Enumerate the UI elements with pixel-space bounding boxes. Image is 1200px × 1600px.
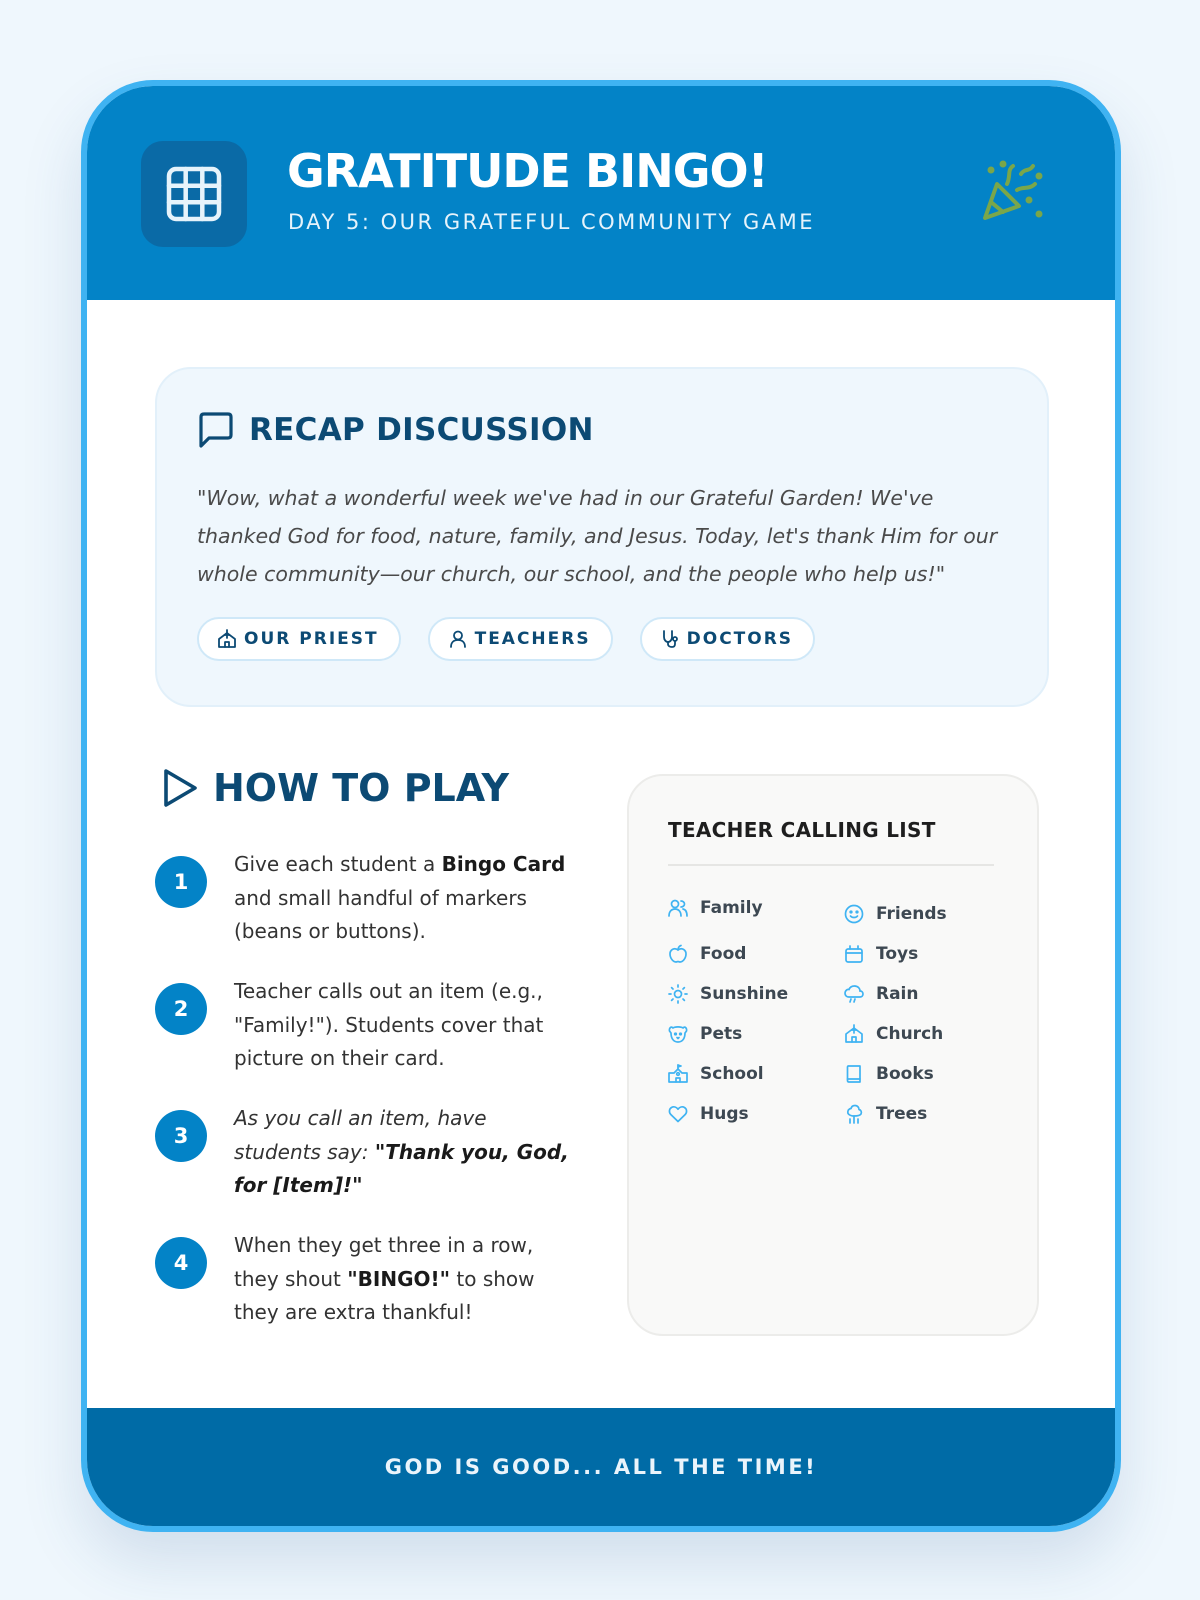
- calling-item-family: Family: [668, 898, 763, 918]
- calling-item-food: Food: [668, 944, 746, 964]
- step-text: When they get three in a row, they shout "BINGO!" to show they are extra thankful!: [234, 1233, 535, 1324]
- page-title: GRATITUDE BINGO!: [287, 144, 768, 198]
- grid-icon: [166, 166, 222, 222]
- step-text: Teacher calls out an item (e.g., "Family!"). Students cover that picture on their card.: [234, 979, 544, 1070]
- chip-teachers: [428, 617, 613, 661]
- how-to-play-heading: [161, 766, 509, 810]
- calling-item-books: Books: [844, 1064, 934, 1084]
- calling-item-school: School: [668, 1064, 764, 1084]
- calling-item-church: Church: [844, 1024, 943, 1044]
- calling-item-hugs: Hugs: [668, 1104, 749, 1124]
- recap-discussion-box: [155, 367, 1049, 707]
- user-icon: [448, 629, 468, 649]
- step-number: 3: [155, 1110, 207, 1162]
- calling-item-toys: Toys: [844, 944, 918, 964]
- recap-title: RECAP DISCUSSION: [249, 412, 594, 448]
- school-icon: [668, 1064, 688, 1084]
- step-3: [155, 1106, 585, 1237]
- church-icon: [217, 629, 237, 649]
- message-square-icon: [197, 411, 235, 449]
- page-subtitle: DAY 5: OUR GRATEFUL COMMUNITY GAME: [288, 210, 816, 234]
- book-icon: [844, 1064, 864, 1084]
- footer: [87, 1408, 1115, 1526]
- apple-icon: [668, 944, 688, 964]
- divider: [668, 864, 994, 866]
- step-4: [155, 1233, 585, 1364]
- calling-item-rain: Rain: [844, 984, 919, 1004]
- calling-item-friends: Friends: [844, 904, 947, 924]
- step-text: Give each student a Bingo Card and small handful of markers (beans or buttons).: [234, 852, 566, 943]
- step-1: [155, 852, 585, 983]
- header: [87, 86, 1115, 300]
- calling-item-trees: Trees: [844, 1104, 927, 1124]
- header-icon-box: [141, 141, 247, 247]
- chip-label: OUR PRIEST: [244, 629, 379, 649]
- stethoscope-icon: [660, 629, 680, 649]
- step-number: 2: [155, 983, 207, 1035]
- chip-doctors: [640, 617, 815, 661]
- party-popper-icon: [977, 156, 1047, 226]
- how-to-play-title: HOW TO PLAY: [213, 766, 510, 810]
- footer-text: GOD IS GOOD... ALL THE TIME!: [384, 1455, 818, 1479]
- heart-icon: [668, 1104, 688, 1124]
- steps-list: [155, 852, 585, 1364]
- play-icon: [161, 767, 199, 809]
- sun-icon: [668, 984, 688, 1004]
- calling-item-pets: Pets: [668, 1024, 742, 1044]
- step-2: [155, 979, 585, 1110]
- users-icon: [668, 898, 688, 918]
- step-number: 4: [155, 1237, 207, 1289]
- tree-icon: [844, 1104, 864, 1124]
- smile-icon: [844, 904, 864, 924]
- step-text: As you call an item, have students say: "Thank you, God, for [Item]!": [234, 1106, 569, 1197]
- church-icon: [844, 1024, 864, 1044]
- recap-heading: [197, 411, 594, 449]
- calling-item-sunshine: Sunshine: [668, 984, 788, 1004]
- step-number: 1: [155, 856, 207, 908]
- dog-icon: [668, 1024, 688, 1044]
- chip-label: TEACHERS: [474, 629, 591, 649]
- bingo-card: [81, 80, 1121, 1532]
- cloud-rain-icon: [844, 984, 864, 1004]
- chip-our-priest: [197, 617, 401, 661]
- toy-box-icon: [844, 944, 864, 964]
- chip-label: DOCTORS: [686, 629, 794, 649]
- teacher-calling-list: [627, 774, 1039, 1336]
- calling-list-title: TEACHER CALLING LIST: [668, 818, 936, 842]
- recap-chips: [197, 617, 842, 661]
- recap-quote: "Wow, what a wonderful week we've had in our Grateful Garden! We've thanked God for food, nature, family, and Jesus. Today, let's thank Him for our whole community—our church, our school, and the people who help us!": [197, 486, 998, 586]
